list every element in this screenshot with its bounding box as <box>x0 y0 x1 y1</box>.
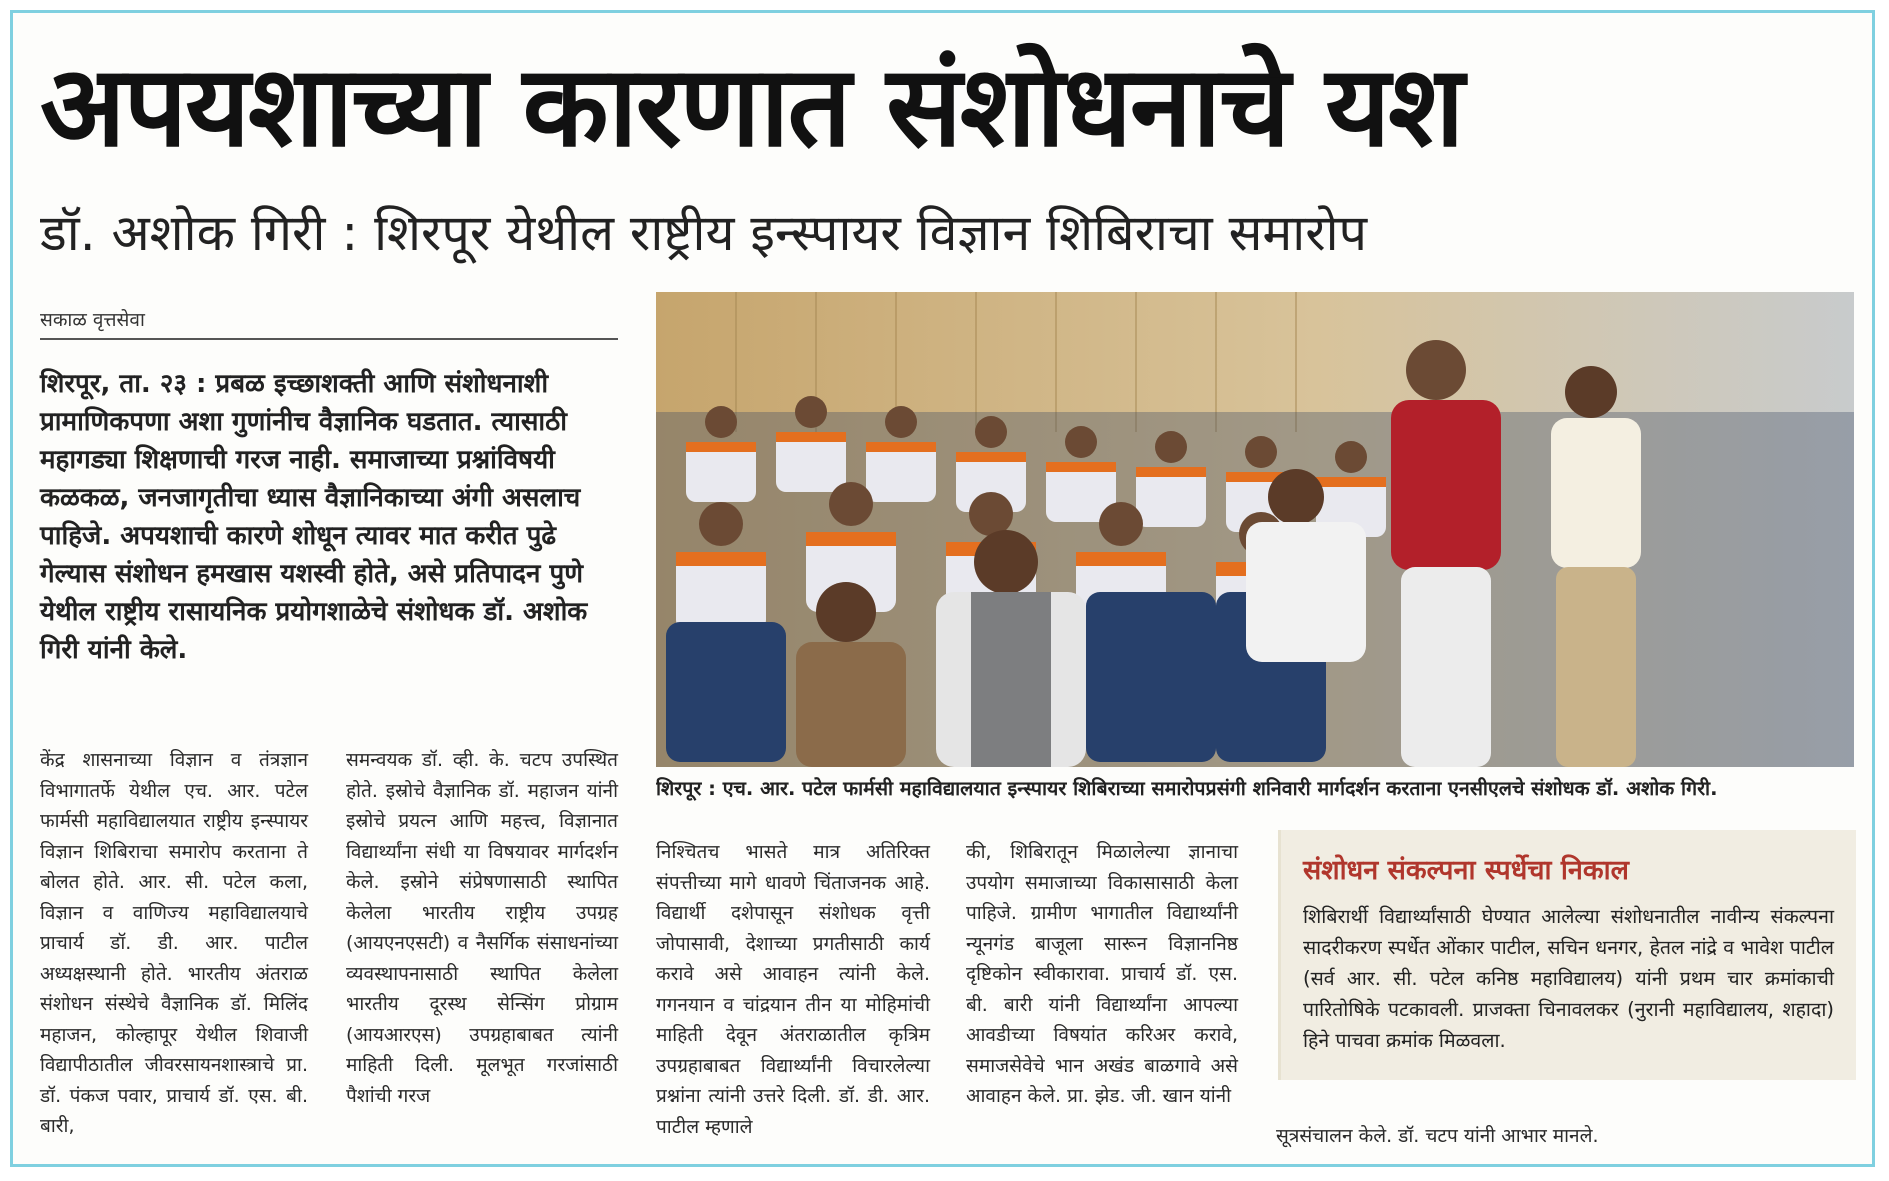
body-column-2: समन्वयक डॉ. व्ही. के. चटप उपस्थित होते. इस्रोचे वैज्ञानिक डॉ. महाजन यांनी इस्रोचे प्रयत्न आणि महत्त्व, विज्ञानात विद्यार्थ्यांना संधी या विषयावर मार्गदर्शन केले. इस्रोने संप्रेषणासाठी स्थापित केलेला भारतीय राष्ट्रीय उपग्रह (आयएनएसटी) व नैसर्गिक संसाधनांच्या व्यवस्थापनासाठी स्थापित केलेला भारतीय दूरस्थ सेन्सिंग प्रोग्राम (आयआरएस) उपग्रहाबाबत त्यांनी माहिती दिली. मूलभूत गरजांसाठी पैशांची गरज <box>346 749 618 1107</box>
body-column-4: की, शिबिरातून मिळालेल्या ज्ञानाचा उपयोग समाजाच्या विकासासाठी केला पाहिजे. ग्रामीण भागातील विद्यार्थ्यांनी न्यूनगंड बाजूला सारून विज्ञाननिष्ठ दृष्टिकोन स्वीकारावा. प्राचार्य डॉ. एस. बी. बारी यांनी विद्यार्थ्यांना आपल्या आवडीच्या विषयांत करिअर करावे, समाजसेवेचे भान अखंड बाळगावे असे आवाहन केले. प्रा. झेड. जी. खान यांनी <box>966 841 1238 1107</box>
headline: अपयशाच्या कारणात संशोधनाचे यश <box>40 42 1463 172</box>
body-column-3: निश्चितच भासते मात्र अतिरिक्त संपत्तीच्या मागे धावणे चिंताजनक आहे. विद्यार्थी दशेपासून संशोधक वृत्ती जोपासावी, देशाच्या प्रगतीसाठी कार्य करावे असे आवाहन त्यांनी केले. गगनयान व चांद्रयान तीन या मोहिमांची माहिती देवून अंतराळातील कृत्रिम उपग्रहाबाबत विद्यार्थ्यांनी विचारलेल्या प्रश्नांना त्यांनी उत्तरे दिली. डॉ. डी. आर. पाटील म्हणाले <box>656 841 930 1138</box>
result-box-title: संशोधन संकल्पना स्पर्धेचा निकाल <box>1303 855 1629 886</box>
news-agency: सकाळ वृत्तसेवा <box>40 309 145 331</box>
photo-caption: शिरपूर : एच. आर. पटेल फार्मसी महाविद्यालयात इन्स्पायर शिबिराच्या समारोपप्रसंगी शनिवारी मार्गदर्शन करताना एनसीएलचे संशोधक डॉ. अशोक गिरी. <box>656 777 1718 800</box>
lead-paragraph: शिरपूर, ता. २३ : प्रबळ इच्छाशक्ती आणि संशोधनाशी प्रामाणिकपणा अशा गुणांनीच वैज्ञानिक घडतात. त्यासाठी महागड्या शिक्षणाची गरज नाही. समाजाच्या प्रश्नांविषयी कळकळ, जनजागृतीचा ध्यास वैज्ञानिकाच्या अंगी असलाच पाहिजे. अपयशाची कारणे शोधून त्यावर मात करीत पुढे गेल्यास संशोधन हमखास यशस्वी होते, असे प्रतिपादन पुणे येथील राष्ट्रीय रासायनिक प्रयोगशाळेचे संशोधक डॉ. अशोक गिरी यांनी केले. <box>40 369 588 665</box>
closing-line: सूत्रसंचालन केले. डॉ. चटप यांनी आभार मानले. <box>1276 1125 1599 1147</box>
body-column-1: केंद्र शासनाच्या विज्ञान व तंत्रज्ञान विभागातर्फे येथील एच. आर. पटेल फार्मसी महाविद्यालयात राष्ट्रीय इन्स्पायर विज्ञान शिबिराचा समारोप करताना ते बोलत होते. आर. सी. पटेल कला, विज्ञान व वाणिज्य महाविद्यालयाचे प्राचार्य डॉ. डी. आर. पाटील अध्यक्षस्थानी होते. भारतीय अंतराळ संशोधन संस्थेचे वैज्ञानिक डॉ. मिलिंद महाजन, कोल्हापूर येथील शिवाजी विद्यापीठातील जीवरसायनशास्त्राचे प्रा. डॉ. पंकज पवार, प्राचार्य डॉ. एस. बी. बारी, <box>40 749 308 1137</box>
event-photo <box>656 292 1854 767</box>
result-box-text: शिबिरार्थी विद्यार्थ्यांसाठी घेण्यात आलेल्या संशोधनातील नावीन्य संकल्पना सादरीकरण स्पर्धेत ओंकार पाटील, सचिन धनगर, हेतल नांद्रे व भावेश पाटील (सर्व आर. सी. पटेल कनिष्ठ महाविद्यालय) यांनी प्रथम चार क्रमांकाची पारितोषिके पटकावली. प्राजक्ता चिनावलकर (नुरानी महाविद्यालय, शहादा) हिने पाचवा क्रमांक मिळवला. <box>1303 905 1834 1052</box>
event-photo-illustration <box>656 292 1854 767</box>
subheadline: डॉ. अशोक गिरी : शिरपूर येथील राष्ट्रीय इन्स्पायर विज्ञान शिबिराचा समारोप <box>40 204 1368 262</box>
agency-divider <box>40 338 618 340</box>
result-box <box>1278 830 1856 1080</box>
